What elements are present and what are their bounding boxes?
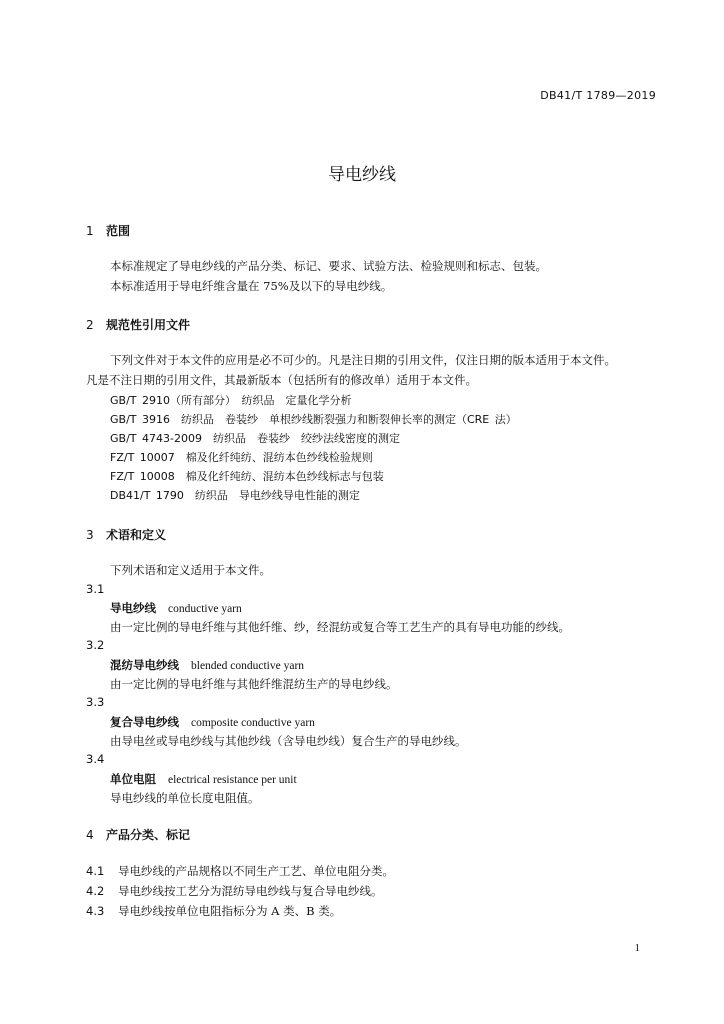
classification-item	[86, 883, 383, 899]
classification-item	[86, 903, 341, 919]
reference-item: GB/T 4743-2009 纺织品 卷装纱 绞纱法线密度的测定	[110, 432, 400, 445]
term-definition: 由一定比例的导电纤维与其他纤维混纺生产的导电纱线。	[110, 677, 398, 691]
clause-number: 4.3	[86, 904, 105, 918]
clause-number: 3.1	[86, 582, 105, 596]
section-number: 4	[86, 828, 94, 842]
term-zh: 复合导电纱线	[110, 715, 179, 729]
section-number: 2	[86, 318, 94, 332]
section-heading-classification	[86, 826, 190, 843]
section-number: 3	[86, 528, 94, 542]
section-title: 产品分类、标记	[106, 828, 191, 842]
page-number: 1	[634, 942, 640, 954]
reference-item: FZ/T 10007 棉及化纤纯纺、混纺本色纱线检验规则	[110, 451, 373, 464]
term-heading	[110, 771, 297, 787]
clause-number: 3.3	[86, 695, 105, 709]
term-zh: 导电纱线	[110, 601, 156, 615]
clause-number: 4.2	[86, 884, 105, 898]
clause-number: 4.1	[86, 864, 105, 878]
term-en: electrical resistance per unit	[168, 774, 297, 786]
scope-paragraph-1: 本标准规定了导电纱线的产品分类、标记、要求、试验方法、检验规则和标志、包装。	[110, 259, 547, 273]
clause-text: 导电纱线按单位电阻指标分为 A 类、B 类。	[118, 904, 342, 918]
standard-code: DB41/T 1789—2019	[540, 89, 656, 102]
scope-paragraph-2: 本标准适用于导电纤维含量在 75%及以下的导电纱线。	[110, 279, 393, 293]
term-en: blended conductive yarn	[191, 660, 305, 672]
term-zh: 单位电阻	[110, 772, 156, 786]
section-heading-terms	[86, 526, 166, 543]
section-title: 术语和定义	[106, 528, 167, 542]
term-heading	[110, 714, 315, 730]
section-number: 1	[86, 224, 94, 238]
section-heading-normative-references	[86, 316, 190, 333]
clause-number: 3.4	[86, 752, 105, 766]
reference-item: GB/T 2910（所有部分） 纺织品 定量化学分析	[110, 394, 352, 407]
reference-item: DB41/T 1790 纺织品 导电纱线导电性能的测定	[110, 489, 360, 502]
section-title: 范围	[106, 224, 131, 238]
clause-text: 导电纱线按工艺分为混纺导电纱线与复合导电纱线。	[118, 884, 383, 898]
section-heading-scope	[86, 222, 130, 239]
references-intro-line-1: 下列文件对于本文件的应用是必不可少的。凡是注日期的引用文件，仅注日期的版本适用于本文件。	[110, 353, 616, 367]
term-definition: 导电纱线的单位长度电阻值。	[110, 791, 260, 805]
classification-item	[86, 863, 394, 879]
term-en: conductive yarn	[168, 603, 242, 615]
references-intro-line-2: 凡是不注日期的引用文件，其最新版本（包括所有的修改单）适用于本文件。	[86, 373, 477, 387]
term-zh: 混纺导电纱线	[110, 658, 179, 672]
term-heading	[110, 600, 242, 616]
term-definition: 由导电丝或导电纱线与其他纱线（含导电纱线）复合生产的导电纱线。	[110, 734, 467, 748]
terms-intro: 下列术语和定义适用于本文件。	[110, 563, 271, 577]
clause-text: 导电纱线的产品规格以不同生产工艺、单位电阻分类。	[118, 864, 394, 878]
reference-item: FZ/T 10008 棉及化纤纯纺、混纺本色纱线标志与包装	[110, 470, 384, 483]
term-en: composite conductive yarn	[191, 717, 315, 729]
document-title: 导电纱线	[328, 165, 396, 185]
term-definition: 由一定比例的导电纤维与其他纤维、纱，经混纺或复合等工艺生产的具有导电功能的纱线。	[110, 620, 570, 634]
term-heading	[110, 657, 304, 673]
section-title: 规范性引用文件	[106, 318, 191, 332]
clause-number: 3.2	[86, 638, 105, 652]
reference-item: GB/T 3916 纺织品 卷装纱 单根纱线断裂强力和断裂伸长率的测定（CRE 法）	[110, 413, 517, 426]
